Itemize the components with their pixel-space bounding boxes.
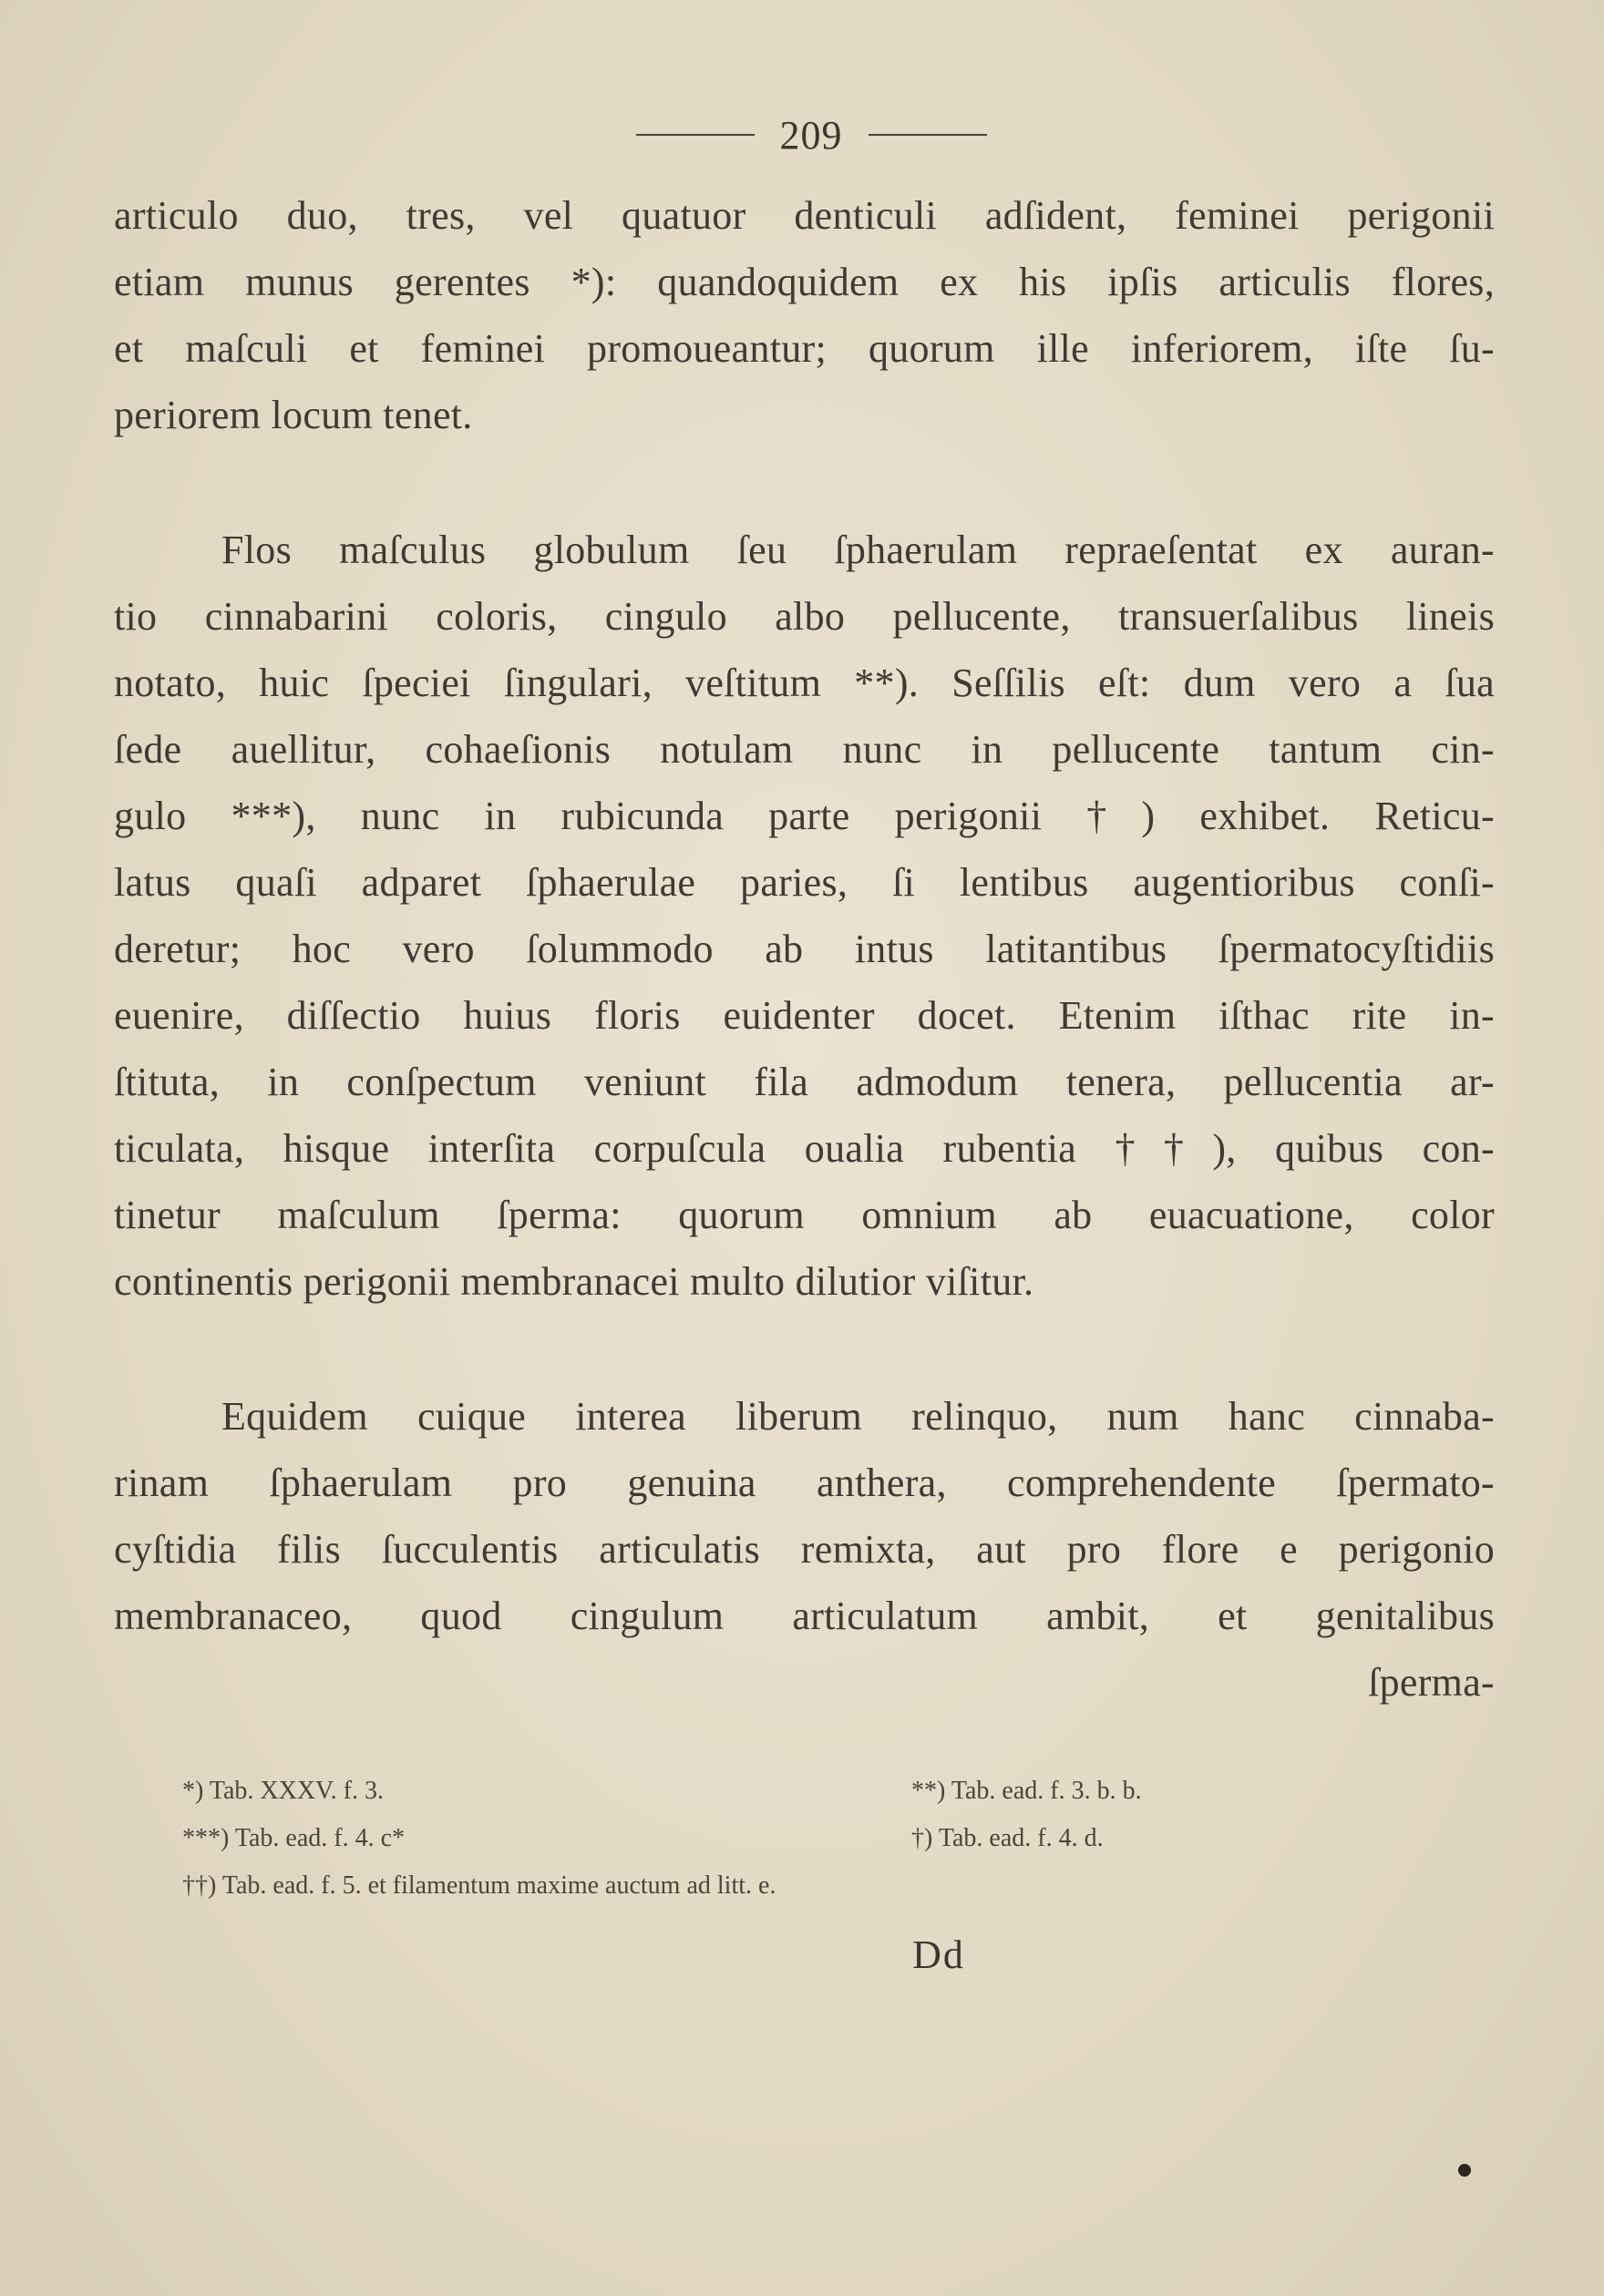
text-line: rinam ſphaerulam pro genuina anthera, comprehendente ſpermato- <box>114 1461 1495 1505</box>
text-line: gulo ***), nunc in rubicunda parte perigonii †) exhibet. Reticu- <box>114 794 1495 838</box>
text-line: membranaceo, quod cingulum articulatum ambit, et genitalibus <box>114 1594 1495 1638</box>
footnote: ††) Tab. ead. f. 5. et filamentum maxime auctum ad litt. e. <box>182 1871 776 1900</box>
running-header <box>602 108 1021 162</box>
header-rule-right <box>869 134 987 136</box>
text-line: euenire, diſſectio huius floris euidenter docet. Etenim iſthac rite in- <box>114 993 1495 1038</box>
text-line: et maſculi et feminei promoueantur; quorum ille inferiorem, iſte ſu- <box>114 326 1495 371</box>
catchword: ſperma- <box>1368 1660 1495 1705</box>
header-rule-left <box>636 134 755 136</box>
text-line: continentis perigonii membranacei multo dilutior viſitur. <box>114 1259 1034 1304</box>
footnote-row <box>182 1768 1276 1815</box>
text-line: notato, huic ſpeciei ſingulari, veſtitum **). Seſſilis eſt: dum vero a ſua <box>114 661 1495 705</box>
text-line: ſede auellitur, cohaeſionis notulam nunc in pellucente tantum cin- <box>114 727 1495 772</box>
text-line: Equidem cuique interea liberum relinquo, num hanc cinnaba- <box>221 1394 1495 1439</box>
text-line: tio cinnabarini coloris, cingulo albo pellucente, transuerſalibus lineis <box>114 594 1495 639</box>
footnote-row <box>182 1815 1276 1862</box>
footnote-row <box>182 1862 1276 1910</box>
footnote: †) Tab. ead. f. 4. d. <box>911 1824 1104 1852</box>
text-line: cyſtidia filis ſucculentis articulatis remixta, aut pro flore e perigonio <box>114 1527 1495 1572</box>
text-line: latus quaſi adparet ſphaerulae paries, ſi lentibus augentioribus conſi- <box>114 860 1495 905</box>
footnote: **) Tab. ead. f. 3. b. b. <box>911 1777 1142 1805</box>
text-line: deretur; hoc vero ſolummodo ab intus latitantibus ſpermatocyſtidiis <box>114 927 1495 971</box>
ink-speck <box>1458 2164 1471 2177</box>
footnote <box>911 1862 1276 1910</box>
body-text <box>114 182 1495 1716</box>
footnotes <box>182 1768 1276 1910</box>
paragraph-2 <box>114 517 1495 1315</box>
text-line: Flos maſculus globulum ſeu ſphaerulam repraeſentat ex auran- <box>221 528 1495 572</box>
gathering-signature: Dd <box>912 1932 965 1977</box>
footnote: ***) Tab. ead. f. 4. c* <box>182 1824 406 1852</box>
text-line: etiam munus gerentes *): quandoquidem ex his ipſis articulis flores, <box>114 260 1495 304</box>
paragraph-1 <box>114 182 1495 448</box>
text-line: periorem locum tenet. <box>114 393 473 437</box>
text-line: ſtituta, in conſpectum veniunt fila admodum tenera, pellucentia ar- <box>114 1060 1495 1104</box>
text-line: articulo duo, tres, vel quatuor denticuli adſident, feminei perigonii <box>114 193 1495 238</box>
footnote: *) Tab. XXXV. f. 3. <box>182 1777 384 1805</box>
paragraph-3 <box>114 1383 1495 1716</box>
text-line: tinetur maſculum ſperma: quorum omnium ab euacuatione, color <box>114 1193 1495 1237</box>
text-line: ticulata, hisque interſita corpuſcula oualia rubentia ††), quibus con- <box>114 1126 1495 1171</box>
page-number: 209 <box>779 112 843 158</box>
